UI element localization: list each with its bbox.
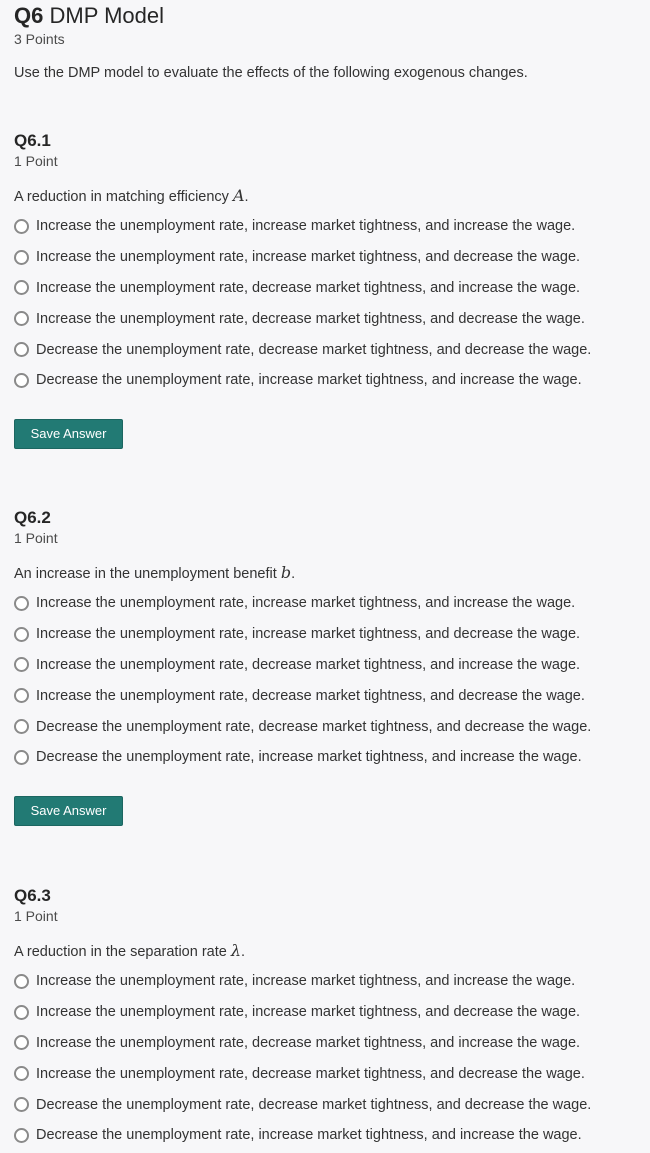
answer-option[interactable] (14, 680, 636, 711)
radio-button[interactable] (14, 311, 29, 326)
radio-button[interactable] (14, 1005, 29, 1020)
answer-option[interactable] (14, 619, 636, 650)
option-label: Increase the unemployment rate, increase market tightness, and increase the wage. (36, 973, 576, 990)
radio-button[interactable] (14, 688, 29, 703)
option-label: Increase the unemployment rate, increase market tightness, and increase the wage. (36, 595, 576, 612)
math-symbol: b (280, 563, 292, 582)
radio-button[interactable] (14, 280, 29, 295)
answer-option[interactable] (14, 711, 636, 742)
question-number: Q6 (14, 3, 44, 28)
radio-button[interactable] (14, 596, 29, 611)
math-symbol: λ (230, 941, 241, 960)
option-label: Decrease the unemployment rate, increase market tightness, and increase the wage. (36, 1127, 582, 1144)
option-label: Increase the unemployment rate, increase market tightness, and decrease the wage. (36, 249, 581, 266)
subquestion-title: Q6.3 (14, 886, 51, 905)
option-label: Increase the unemployment rate, decrease market tightness, and increase the wage. (36, 656, 581, 673)
question-intro: Use the DMP model to evaluate the effects of the following exogenous changes. (14, 65, 528, 81)
answer-option[interactable] (14, 211, 636, 242)
option-label: Increase the unemployment rate, decrease market tightness, and decrease the wage. (36, 1065, 585, 1082)
option-label: Increase the unemployment rate, decrease market tightness, and decrease the wage. (36, 310, 585, 327)
radio-button[interactable] (14, 1097, 29, 1112)
prompt-text: A reduction in matching efficiency (14, 189, 233, 205)
subquestion-title: Q6.2 (14, 508, 51, 527)
radio-button[interactable] (14, 974, 29, 989)
radio-button[interactable] (14, 719, 29, 734)
option-label: Increase the unemployment rate, increase market tightness, and increase the wage. (36, 218, 576, 235)
math-symbol: A (232, 186, 245, 205)
option-label: Increase the unemployment rate, increase market tightness, and decrease the wage. (36, 1004, 581, 1021)
radio-button[interactable] (14, 1128, 29, 1143)
option-label: Decrease the unemployment rate, decrease market tightness, and decrease the wage. (36, 1096, 592, 1113)
question-title: DMP Model (49, 3, 165, 28)
answer-option[interactable] (14, 273, 636, 304)
answer-option[interactable] (14, 742, 636, 773)
subquestion-prompt (14, 563, 636, 584)
subquestion-points: 1 Point (14, 908, 58, 924)
option-label: Decrease the unemployment rate, increase market tightness, and increase the wage. (36, 372, 582, 389)
option-label: Increase the unemployment rate, increase market tightness, and decrease the wage. (36, 626, 581, 643)
subquestion-points: 1 Point (14, 530, 58, 546)
prompt-text: An increase in the unemployment benefit (14, 566, 281, 582)
radio-button[interactable] (14, 250, 29, 265)
option-label: Increase the unemployment rate, decrease market tightness, and increase the wage. (36, 1034, 581, 1051)
prompt-end: . (244, 189, 249, 205)
answer-options (14, 211, 636, 396)
option-label: Decrease the unemployment rate, increase market tightness, and increase the wage. (36, 749, 582, 766)
subquestion-q6-2 (14, 508, 636, 826)
prompt-end: . (240, 944, 246, 960)
subquestion-prompt (14, 186, 636, 207)
radio-button[interactable] (14, 342, 29, 357)
option-label: Decrease the unemployment rate, decrease market tightness, and decrease the wage. (36, 718, 592, 735)
prompt-end: . (291, 566, 296, 582)
radio-button[interactable] (14, 1035, 29, 1050)
answer-option[interactable] (14, 1120, 636, 1151)
answer-option[interactable] (14, 242, 636, 273)
answer-option[interactable] (14, 1028, 636, 1059)
answer-option[interactable] (14, 334, 636, 365)
subquestion-q6-3 (14, 886, 636, 1151)
radio-button[interactable] (14, 1066, 29, 1081)
question-points: 3 Points (14, 31, 65, 47)
option-label: Increase the unemployment rate, decrease market tightness, and increase the wage. (36, 279, 581, 296)
save-answer-button[interactable]: Save Answer (14, 796, 123, 826)
radio-button[interactable] (14, 657, 29, 672)
answer-options (14, 966, 636, 1151)
answer-option[interactable] (14, 1058, 636, 1089)
answer-option[interactable] (14, 650, 636, 681)
subquestion-title: Q6.1 (14, 131, 51, 150)
prompt-text: A reduction in the separation rate (14, 944, 231, 960)
answer-option[interactable] (14, 997, 636, 1028)
radio-button[interactable] (14, 219, 29, 234)
subquestion-points: 1 Point (14, 153, 58, 169)
answer-option[interactable] (14, 588, 636, 619)
question-page (0, 0, 650, 83)
option-label: Decrease the unemployment rate, decrease market tightness, and decrease the wage. (36, 341, 592, 358)
radio-button[interactable] (14, 750, 29, 765)
save-answer-button[interactable]: Save Answer (14, 419, 123, 449)
answer-option[interactable] (14, 303, 636, 334)
page-title (14, 0, 636, 29)
subquestion-prompt (14, 941, 636, 962)
answer-options (14, 588, 636, 773)
radio-button[interactable] (14, 627, 29, 642)
answer-option[interactable] (14, 365, 636, 396)
option-label: Increase the unemployment rate, decrease market tightness, and decrease the wage. (36, 687, 585, 704)
subquestion-q6-1 (14, 131, 636, 449)
radio-button[interactable] (14, 373, 29, 388)
answer-option[interactable] (14, 1089, 636, 1120)
answer-option[interactable] (14, 966, 636, 997)
